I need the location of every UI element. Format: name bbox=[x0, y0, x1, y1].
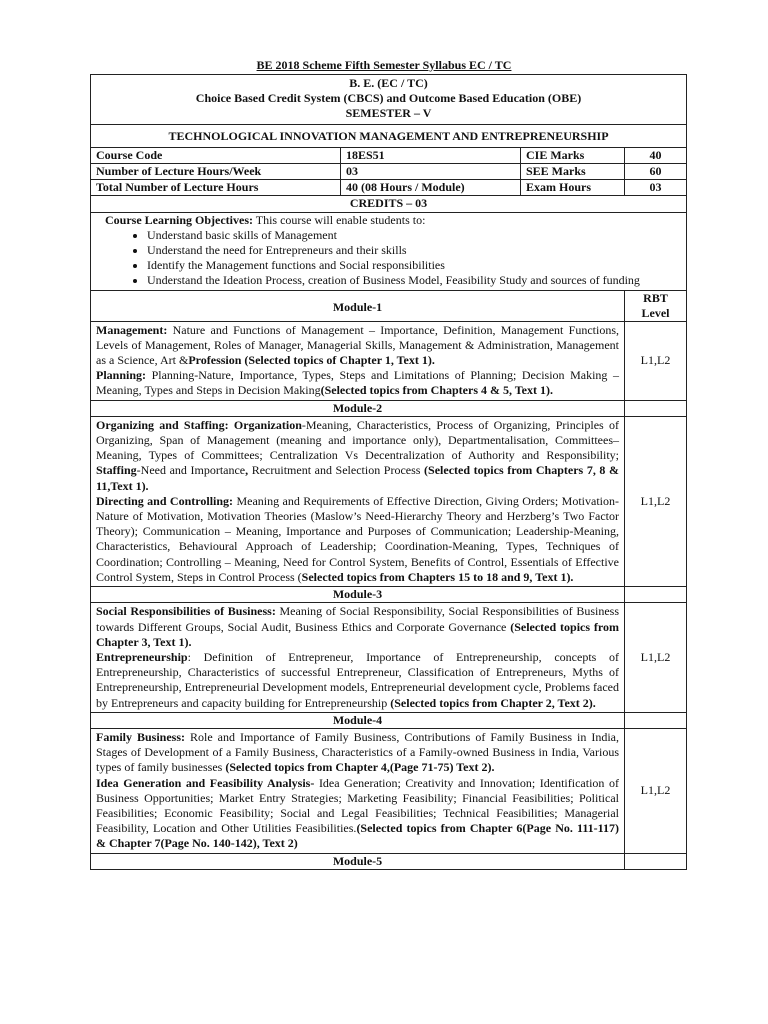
text: : Definition of Entrepreneur, Importance of Entrepreneurship, concepts of Entrepreneurship, Characteristics of successful Entrepreneur, Classification of Entrepreneurs, Myths of Entrepreneurship, Entrepreneurial Development models, Entrepreneurial development cycle, Problems faced by Entrepreneurs and capacity building for Entrepreneurship bbox=[96, 649, 619, 710]
bold-text: Organizing and Staffing: Organization bbox=[96, 417, 302, 432]
bold-text: (Selected topics from Chapter 6(Page No. 111-117) & Chapter 7(Page No. 140-142), Text 2) bbox=[96, 821, 619, 851]
bold-text: (Selected topics from Chapters 4 & 5, Text 1). bbox=[320, 383, 553, 398]
text: -Meaning, Characteristics, Process of Organizing, Principles of Organizing, Span of Management (meaning and importance only), Departmentalisation, Committees–Meaning, Types of Committees; Centralization Vs Decentralization of Authority and Responsibility; bbox=[96, 417, 619, 463]
bold-text: Profession (Selected topics of Chapter 1, Text 1). bbox=[188, 353, 435, 368]
module-title: Module-1 bbox=[91, 290, 625, 321]
objectives-list bbox=[105, 228, 681, 289]
rbt-level: L1,L2 bbox=[625, 321, 687, 400]
module-header-row bbox=[91, 290, 687, 321]
module-paragraph bbox=[96, 368, 619, 398]
info-row bbox=[91, 180, 687, 196]
module-paragraph bbox=[96, 494, 619, 585]
marks-label: SEE Marks bbox=[521, 164, 625, 180]
objectives-intro bbox=[105, 213, 681, 228]
objective-item: • Understand the need for Entrepreneurs and their skills bbox=[147, 243, 681, 258]
bold-text: , bbox=[245, 463, 249, 478]
module-title: Module-2 bbox=[91, 400, 625, 416]
objectives-row bbox=[91, 212, 687, 290]
info-row bbox=[91, 147, 687, 163]
cbcs-line: Choice Based Credit System (CBCS) and Outcome Based Education (OBE) bbox=[195, 91, 582, 106]
module-header-row bbox=[91, 587, 687, 603]
text: Nature and Functions of Management – Importance, Definition, Management Functions, Levels of Management, Roles of Manager, Managerial Skills, Management & Administration, Management as a Science, Art & bbox=[96, 322, 619, 368]
module-content bbox=[91, 728, 625, 853]
bold-text: Directing and Controlling: bbox=[96, 493, 234, 508]
module-header-row bbox=[91, 400, 687, 416]
text: Meaning and Requirements of Effective Direction, Giving Orders; Motivation-Nature of Motivation, Motivation Theories (Maslow’s Need-Hierarchy Theory and Herzberg’s Two Factor Theory); Communication – Meaning, Importance and Purposes of Communication; Leadership-Meaning, Characteristics, Behavioural Approach of Leadership; Coordination-Meaning, Types, Techniques of Coordination; Controlling – Meaning, Need for Control System, Benefits of Control, Essentials of Effective Control System, Steps in Control Process ( bbox=[96, 493, 619, 584]
objectives-heading: Course Learning Objectives: bbox=[105, 212, 253, 227]
marks-value: 03 bbox=[625, 180, 687, 196]
course-title: TECHNOLOGICAL INNOVATION MANAGEMENT AND ENTREPRENEURSHIP bbox=[91, 124, 687, 147]
module-body-row bbox=[91, 728, 687, 853]
bold-text: (Selected topics from Chapter 4,(Page 71-75) Text 2). bbox=[225, 760, 495, 775]
marks-label: Exam Hours bbox=[521, 180, 625, 196]
bold-text: Planning: bbox=[96, 368, 147, 383]
text: Recruitment and Selection Process bbox=[248, 463, 425, 478]
module-body-row bbox=[91, 416, 687, 586]
module-paragraph bbox=[96, 650, 619, 711]
bold-text: Staffing bbox=[96, 463, 137, 478]
bold-text: Social Responsibilities of Business: bbox=[96, 604, 276, 619]
rbt-header-empty bbox=[625, 400, 687, 416]
module-body-row bbox=[91, 603, 687, 712]
syllabus-table bbox=[90, 74, 687, 870]
text: Role and Importance of Family Business, Contributions of Family Business in India, Stages of Development of a Family Business, Characteristics of a Family-owned Business in India, Various types of family businesses bbox=[96, 729, 619, 775]
module-paragraph bbox=[96, 776, 619, 852]
module-paragraph bbox=[96, 418, 619, 494]
semester-line: SEMESTER – V bbox=[345, 106, 432, 121]
info-value: 18ES51 bbox=[341, 147, 521, 163]
rbt-header-empty bbox=[625, 853, 687, 869]
objective-item: • Identify the Management functions and Social responsibilities bbox=[147, 258, 681, 273]
bold-text: Management: bbox=[96, 322, 168, 337]
rbt-header-empty bbox=[625, 587, 687, 603]
bold-text: (Selected topics from Chapters 7, 8 & 11,Text 1). bbox=[96, 463, 619, 493]
text: -Need and Importance bbox=[136, 463, 246, 478]
text: Idea Generation; Creativity and Innovation; Identification of Business Opportunities; Market Entry Strategies; Marketing Feasibility; Financial Feasibilities; Political Feasibilities; Economic Feasibility; Social and Legal Feasibilities; Technical Feasibilities; Managerial Feasibility, Location and Other Utilities Feasibilities. bbox=[96, 775, 619, 836]
module-body-row bbox=[91, 321, 687, 400]
module-paragraph bbox=[96, 604, 619, 650]
module-content bbox=[91, 603, 625, 712]
bold-text: (Selected topics from Chapter 3, Text 1). bbox=[96, 619, 619, 649]
info-label: Total Number of Lecture Hours bbox=[91, 180, 341, 196]
bold-text: Idea Generation and Feasibility Analysis- bbox=[96, 775, 315, 790]
rbt-header-empty bbox=[625, 712, 687, 728]
degree-line: B. E. (EC / TC) bbox=[349, 76, 428, 90]
module-title: Module-5 bbox=[91, 853, 625, 869]
module-header-row bbox=[91, 853, 687, 869]
info-value: 40 (08 Hours / Module) bbox=[341, 180, 521, 196]
marks-label: CIE Marks bbox=[521, 147, 625, 163]
objective-item: • Understand the Ideation Process, creation of Business Model, Feasibility Study and sources of funding bbox=[147, 273, 681, 288]
text: Meaning of Social Responsibility, Social Responsibilities of Business towards Different Groups, Social Audit, Business Ethics and Corporate Governance bbox=[96, 604, 619, 634]
info-label: Number of Lecture Hours/Week bbox=[91, 164, 341, 180]
objectives-intro-text: This course will enable students to: bbox=[252, 212, 426, 227]
course-title-row bbox=[91, 124, 687, 147]
bold-text: Selected topics from Chapters 15 to 18 and 9, Text 1). bbox=[301, 569, 574, 584]
bold-text: Family Business: bbox=[96, 729, 186, 744]
info-value: 03 bbox=[341, 164, 521, 180]
bold-text: Entrepreneurship bbox=[96, 649, 188, 664]
info-row bbox=[91, 164, 687, 180]
module-header-row bbox=[91, 712, 687, 728]
module-title: Module-3 bbox=[91, 587, 625, 603]
rbt-level: L1,L2 bbox=[625, 416, 687, 586]
page-title: BE 2018 Scheme Fifth Semester Syllabus EC / TC bbox=[256, 58, 512, 72]
marks-value: 40 bbox=[625, 147, 687, 163]
marks-value: 60 bbox=[625, 164, 687, 180]
module-paragraph bbox=[96, 730, 619, 776]
rbt-level: L1,L2 bbox=[625, 728, 687, 853]
text: Planning-Nature, Importance, Types, Steps and Limitations of Planning; Decision Making – Meaning, Types and Steps in Decision Making bbox=[96, 368, 619, 398]
rbt-header: RBT Level bbox=[625, 290, 687, 321]
module-content bbox=[91, 321, 625, 400]
info-label: Course Code bbox=[91, 147, 341, 163]
module-title: Module-4 bbox=[91, 712, 625, 728]
bold-text: (Selected topics from Chapter 2, Text 2). bbox=[390, 695, 596, 710]
module-content bbox=[91, 416, 625, 586]
module-paragraph bbox=[96, 323, 619, 369]
scheme-header-row bbox=[91, 75, 687, 125]
rbt-level: L1,L2 bbox=[625, 603, 687, 712]
objective-item: • Understand basic skills of Management bbox=[147, 228, 681, 243]
credits: CREDITS – 03 bbox=[91, 196, 687, 212]
credits-row bbox=[91, 196, 687, 212]
